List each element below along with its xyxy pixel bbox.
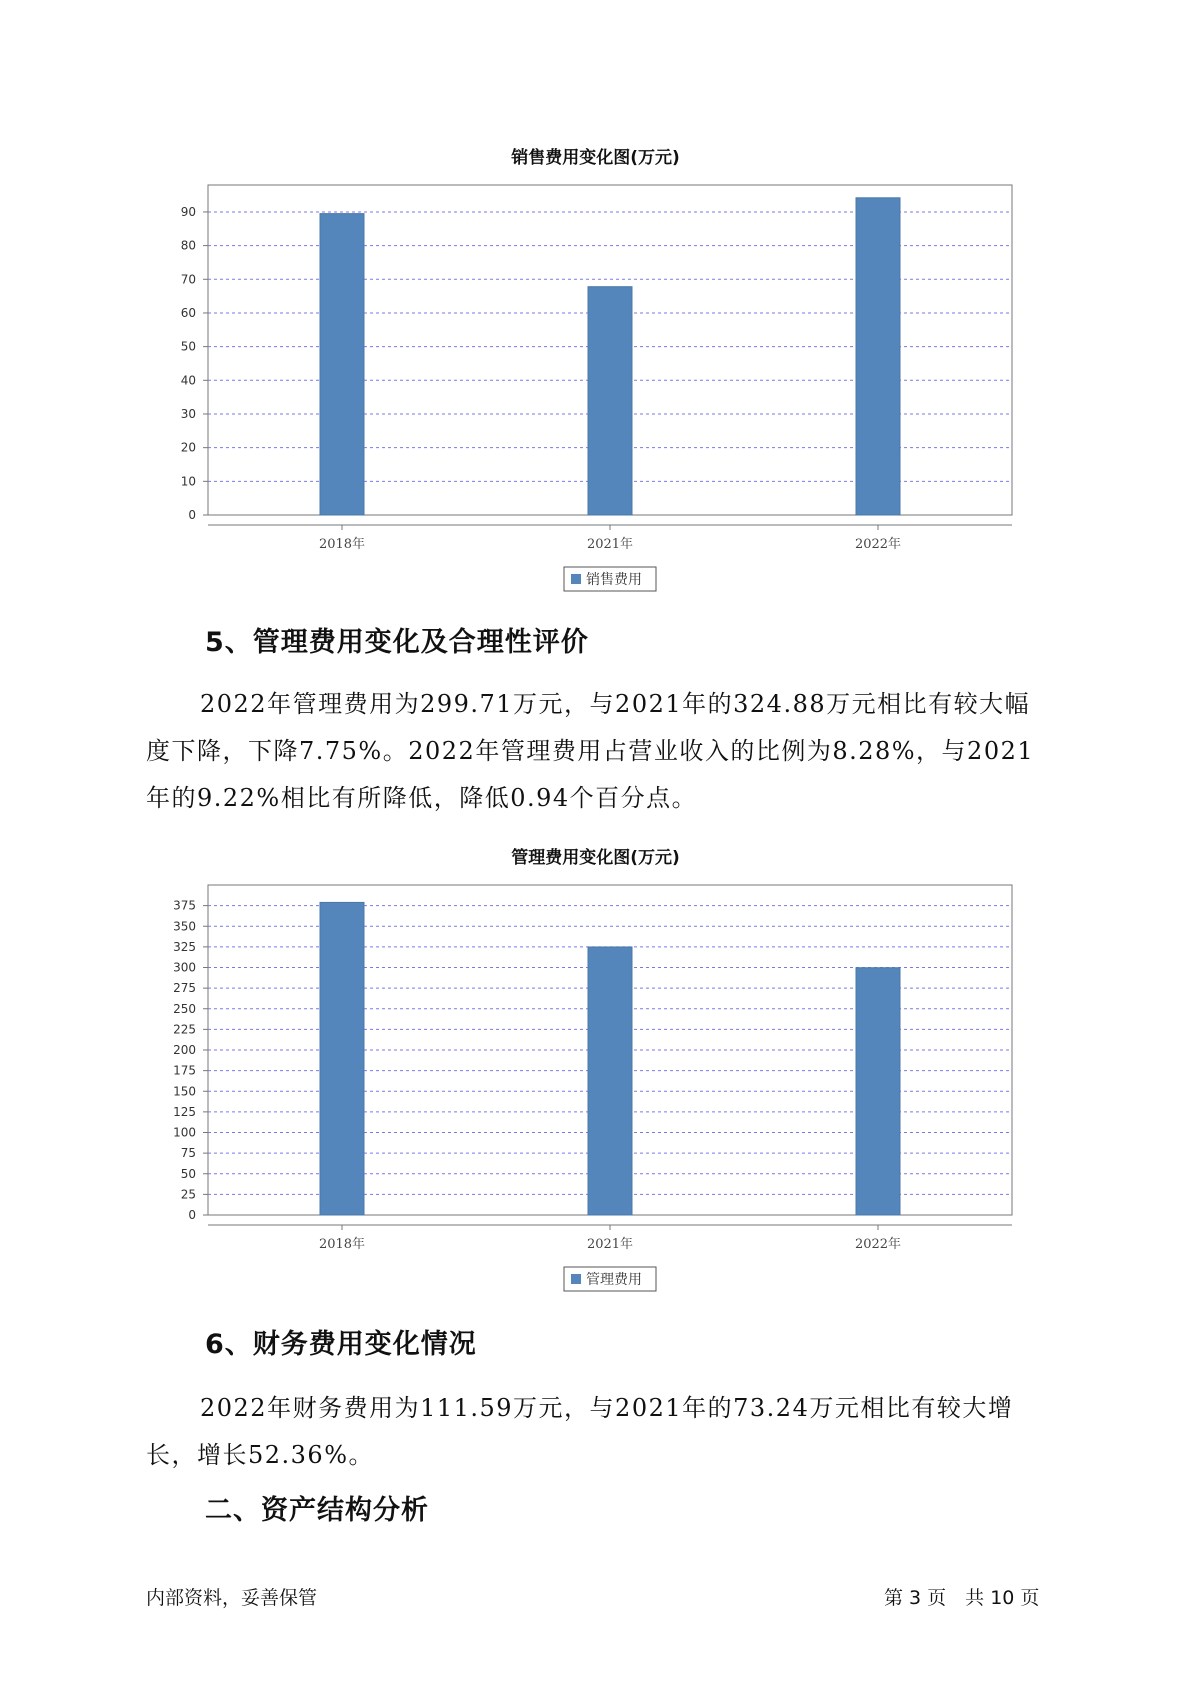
legend-swatch — [571, 1274, 581, 1284]
legend-swatch — [571, 574, 581, 584]
y-tick-label: 80 — [180, 238, 196, 253]
section-heading: 6、财务费用变化情况 — [205, 1329, 477, 1360]
x-tick-label: 2022年 — [854, 537, 902, 552]
footer-note: 内部资料，妥善保管 — [146, 1587, 318, 1609]
bar — [588, 287, 632, 515]
y-tick-label: 10 — [180, 474, 196, 489]
x-tick-label: 2021年 — [586, 1237, 634, 1252]
y-tick-label: 75 — [180, 1146, 196, 1161]
y-tick-label: 225 — [173, 1022, 196, 1037]
sales-expense-chart — [0, 170, 1191, 600]
legend-label: 销售费用 — [586, 572, 642, 588]
chart-title: 管理费用变化图(万元) — [511, 848, 680, 868]
legend-label: 管理费用 — [586, 1272, 642, 1288]
y-tick-label: 175 — [173, 1063, 196, 1078]
y-tick-label: 30 — [180, 406, 196, 421]
y-tick-label: 0 — [188, 1208, 196, 1222]
y-tick-label: 200 — [173, 1043, 196, 1057]
chart-title: 销售费用变化图(万元) — [511, 148, 680, 168]
paragraph: 2022年管理费用为299.71万元，与2021年的324.88万元相比有较大幅度下降，下降7.75%。2022年管理费用占营业收入的比例为8.28%，与2021年的9.22%相比有所降低，降低0.94个百分点。 — [146, 690, 1035, 812]
y-tick-label: 90 — [180, 204, 196, 219]
y-tick-label: 125 — [173, 1104, 196, 1119]
y-tick-label: 60 — [180, 305, 196, 320]
section-heading: 5、管理费用变化及合理性评价 — [205, 627, 589, 658]
x-tick-label: 2018年 — [318, 1237, 366, 1252]
paragraph: 2022年财务费用为111.59万元，与2021年的73.24万元相比有较大增长，增长52.36%。 — [146, 1394, 1014, 1469]
y-tick-label: 25 — [180, 1187, 196, 1202]
page-number: 第 3 页 共 10 页 — [884, 1587, 1040, 1609]
y-tick-label: 0 — [188, 508, 196, 522]
y-tick-label: 50 — [180, 339, 196, 354]
x-tick-label: 2022年 — [854, 1237, 902, 1252]
section-heading: 二、资产结构分析 — [205, 1495, 429, 1526]
y-tick-label: 275 — [173, 981, 196, 996]
y-tick-label: 375 — [173, 898, 196, 913]
y-tick-label: 40 — [180, 373, 196, 388]
bar — [856, 198, 900, 515]
x-tick-label: 2018年 — [318, 537, 366, 552]
bar — [320, 902, 364, 1215]
y-tick-label: 325 — [173, 939, 196, 954]
y-tick-label: 100 — [173, 1125, 196, 1140]
y-tick-label: 300 — [173, 960, 196, 975]
bar — [588, 947, 632, 1215]
y-tick-label: 70 — [180, 272, 196, 287]
y-tick-label: 150 — [173, 1084, 196, 1099]
y-tick-label: 20 — [180, 440, 196, 455]
bar — [856, 968, 900, 1215]
y-tick-label: 350 — [173, 919, 196, 934]
bar — [320, 214, 364, 515]
y-tick-label: 50 — [180, 1166, 196, 1181]
y-tick-label: 250 — [173, 1001, 196, 1016]
x-tick-label: 2021年 — [586, 537, 634, 552]
admin-expense-chart — [0, 870, 1191, 1300]
